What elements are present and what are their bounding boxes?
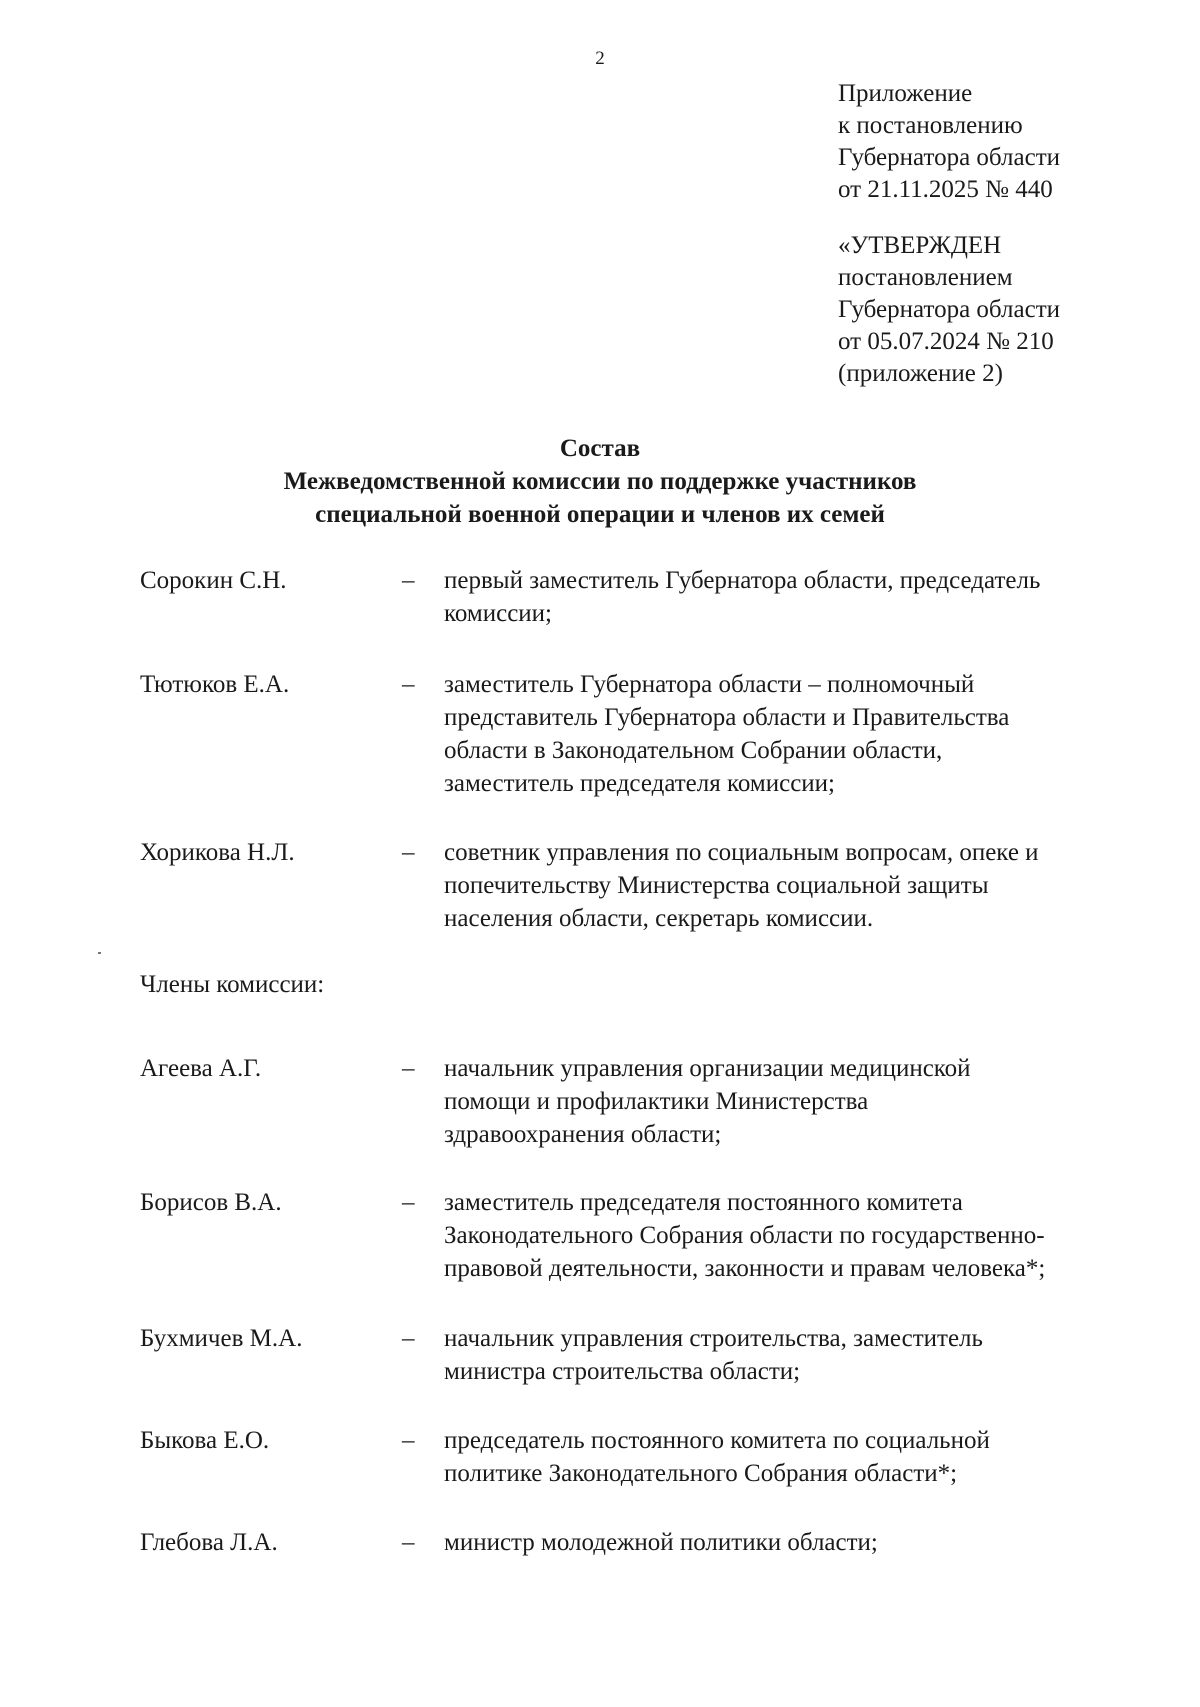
role-line: министра строительства области; bbox=[444, 1358, 801, 1385]
role-line: правовой деятельности, законности и правам человека*; bbox=[444, 1255, 1046, 1282]
approved-line: (приложение 2) bbox=[838, 360, 1003, 387]
title-line: специальной военной операции и членов их семей bbox=[315, 501, 885, 528]
dash-separator: – bbox=[402, 1325, 415, 1352]
member-name: Агеева А.Г. bbox=[140, 1055, 262, 1082]
role-line: представитель Губернатора области и Правительства bbox=[444, 704, 1010, 731]
role-line: комиссии; bbox=[444, 600, 552, 627]
role-line: заместитель Губернатора области – полномочный bbox=[444, 671, 975, 698]
appendix-line: Приложение bbox=[838, 80, 973, 107]
dash-separator: – bbox=[402, 1427, 415, 1454]
page-number: 2 bbox=[595, 48, 605, 69]
role-line: Законодательного Собрания области по государственно- bbox=[444, 1222, 1045, 1249]
role-line: попечительству Министерства социальной защиты bbox=[444, 872, 989, 899]
member-name: Тютюков Е.А. bbox=[140, 671, 290, 698]
role-line: здравоохранения области; bbox=[444, 1121, 722, 1148]
approved-line: «УТВЕРЖДЕН bbox=[838, 232, 1002, 259]
dash-separator: – bbox=[402, 1189, 415, 1216]
member-role bbox=[444, 668, 1124, 800]
appendix-line: от 21.11.2025 № 440 bbox=[838, 176, 1053, 203]
appendix-line: Губернатора области bbox=[838, 144, 1060, 171]
approved-line: постановлением bbox=[838, 264, 1013, 291]
role-line: помощи и профилактики Министерства bbox=[444, 1088, 869, 1115]
member-role bbox=[444, 1186, 1124, 1285]
member-role bbox=[444, 836, 1124, 935]
role-line: области в Законодательном Собрании области, bbox=[444, 737, 943, 764]
dash-separator: – bbox=[402, 839, 415, 866]
dash-separator: – bbox=[402, 671, 415, 698]
member-name: Быкова Е.О. bbox=[140, 1427, 270, 1454]
role-line: политике Законодательного Собрания области*; bbox=[444, 1460, 958, 1487]
title-line: Межведомственной комиссии по поддержке участников bbox=[283, 468, 917, 495]
role-line: советник управления по социальным вопросам, опеке и bbox=[444, 839, 1039, 866]
role-line: председатель постоянного комитета по социальной bbox=[444, 1427, 990, 1454]
role-line: населения области, секретарь комиссии. bbox=[444, 905, 874, 932]
member-name: Борисов В.А. bbox=[140, 1189, 282, 1216]
member-name: Глебова Л.А. bbox=[140, 1529, 278, 1556]
member-name: Сорокин С.Н. bbox=[140, 567, 287, 594]
role-line: первый заместитель Губернатора области, председатель bbox=[444, 567, 1041, 594]
member-role bbox=[444, 564, 1124, 630]
member-role bbox=[444, 1322, 1124, 1388]
role-line: начальник управления организации медицинской bbox=[444, 1055, 971, 1082]
role-line: заместитель председателя комиссии; bbox=[444, 770, 836, 797]
role-line: министр молодежной политики области; bbox=[444, 1529, 878, 1556]
member-name: Хорикова Н.Л. bbox=[140, 839, 295, 866]
dash-separator: – bbox=[402, 567, 415, 594]
member-role bbox=[444, 1526, 1124, 1559]
member-name: Бухмичев М.А. bbox=[140, 1325, 303, 1352]
appendix-line: к постановлению bbox=[838, 112, 1023, 139]
members-section-label: Члены комиссии: bbox=[140, 971, 325, 998]
approved-line: Губернатора области bbox=[838, 296, 1060, 323]
member-role bbox=[444, 1424, 1124, 1490]
title-line: Состав bbox=[559, 435, 641, 462]
role-line: начальник управления строительства, заместитель bbox=[444, 1325, 983, 1352]
member-role bbox=[444, 1052, 1124, 1151]
scan-mark bbox=[98, 952, 101, 954]
approved-line: от 05.07.2024 № 210 bbox=[838, 328, 1054, 355]
dash-separator: – bbox=[402, 1055, 415, 1082]
dash-separator: – bbox=[402, 1529, 415, 1556]
role-line: заместитель председателя постоянного комитета bbox=[444, 1189, 963, 1216]
